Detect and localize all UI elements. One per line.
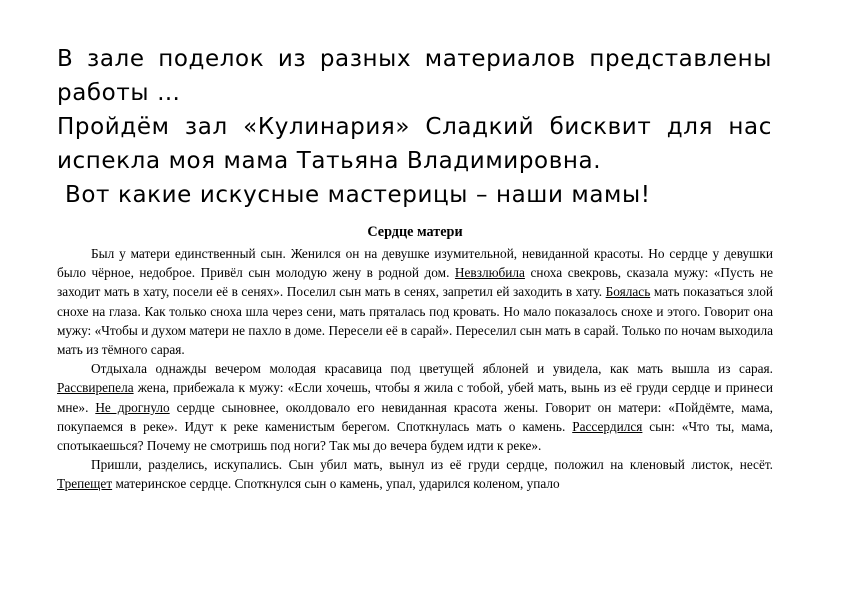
story-text [57,222,773,494]
story-paragraph [57,244,773,359]
underlined-word: Трепещет [57,476,113,492]
underlined-word: Невзлюбила [454,265,525,281]
intro-paragraph: В зале поделок из разных материалов представлены работы … [57,46,772,106]
text-run: мать показаться злой снохе на глаза. Как только сноха шла через сени, мать пряталась под кровать. Но мало показалось снохе и этого. Говорит она мужу: «Чтобы и духом матери не пахло в доме. Пересели её в сарай». Переселил сын мать в сарай. Только по ночам выходила мать из тёмного сарая. [57,284,773,358]
text-run: материнское сердце. Споткнулся сын о камень, упал, ударился коленом, упало [112,476,560,492]
story-title: Сердце матери [367,224,463,240]
underlined-word: Рассердился [572,418,643,434]
text-run: жена, прибежала к мужу: «Если хочешь, чтобы я жила с тобой, убей мать, вынь из её груди сердце и принеси мне». [57,380,773,415]
text-run: Пришли, разделись, искупались. Сын убил мать, вынул из её груди сердце, положил на кленовый листок, несёт. [91,457,773,473]
text-run: сердце сыновнее, околдовало его невиданная красота жены. Говорит он матери: «Пойдёмте, мама, покупаемся в реке». Идут к реке каменистым берегом. Споткнулась мать о камень. [57,399,774,434]
intro-text [57,42,772,212]
underlined-word: Рассвирепела [57,380,134,396]
text-run: Был у матери единственный сын. Женился он на девушке изумительной, невиданной красоты. Но сердце у девушки было чёрное, недоброе. Привёл сын молодую жену в родной дом. [57,246,773,281]
intro-paragraph: Вот какие искусные мастерицы – наши мамы! [65,182,651,208]
intro-paragraph: Пройдём зал «Кулинария» Сладкий бисквит для нас испекла моя мама Татьяна Владимировна. [57,114,772,174]
story-paragraph [57,455,773,493]
text-run: сын: «Что ты, мама, спотыкаешься? Почему не смотришь под ноги? Так мы до вечера будем идти к реке». [57,418,773,454]
underlined-word: Не дрогнуло [95,399,170,415]
story-paragraph [57,359,773,455]
underlined-word: Боялась [605,284,651,300]
text-run: сноха свекровь, сказала мужу: «Пусть не заходит мать в хату, посели её в сенях». Поселил сын мать в сенях, запретил ей заходить в хату. [57,265,773,300]
text-run: Отдыхала однажды вечером молодая красавица под цветущей яблоней и увидела, как мать вышла из сарая. [91,361,773,377]
